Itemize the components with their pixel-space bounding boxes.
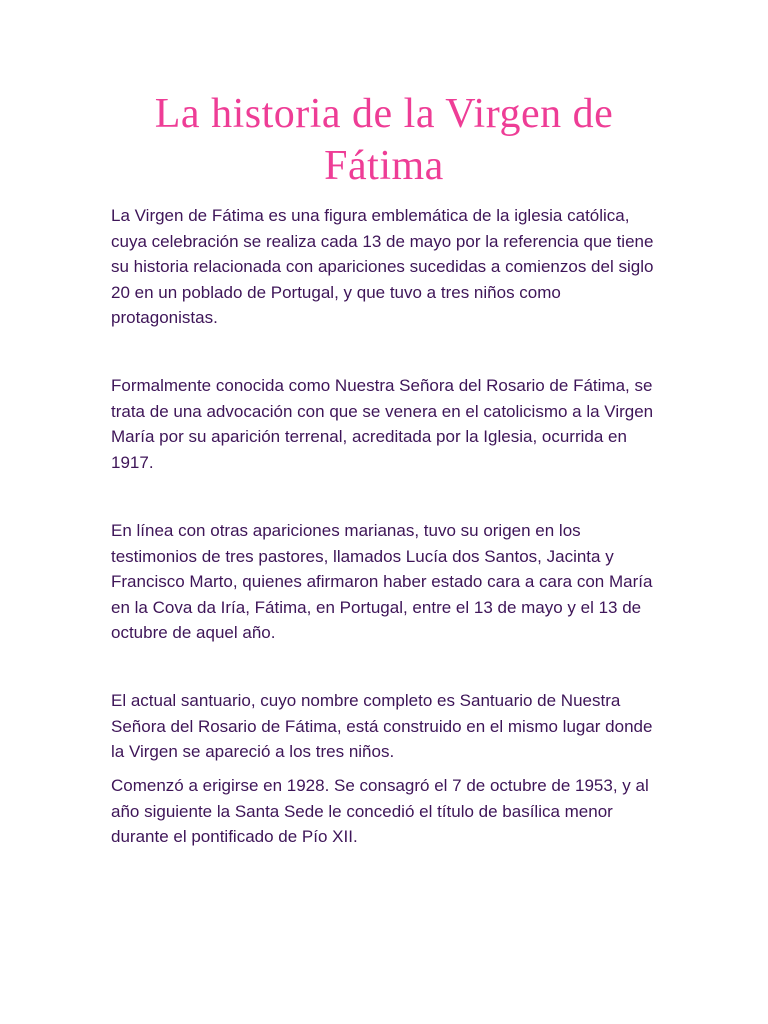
paragraph-construction: Comenzó a erigirse en 1928. Se consagró el 7 de octubre de 1953, y al año siguiente la Santa Sede le concedió el título de basílica menor durante el pontificado de Pío XII. <box>111 776 649 846</box>
paragraph-sanctuary: El actual santuario, cuyo nombre completo es Santuario de Nuestra Señora del Rosario de Fátima, está construido en el mismo lugar donde la Virgen se apareció a los tres niños. <box>111 691 653 761</box>
document-title: La historia de la Virgen de Fátima <box>154 91 614 189</box>
paragraph-intro: La Virgen de Fátima es una figura emblemática de la iglesia católica, cuya celebración se realiza cada 13 de mayo por la referencia que tiene su historia relacionada con apariciones sucedidas a comienzos del siglo 20 en un poblado de Portugal, y que tuvo a tres niños como protagonistas. <box>111 206 654 327</box>
paragraph-origin: En línea con otras apariciones marianas, tuvo su origen en los testimonios de tres pastores, llamados Lucía dos Santos, Jacinta y Francisco Marto, quienes afirmaron haber estado cara a cara con María en la Cova da Iría, Fátima, en Portugal, entre el 13 de mayo y el 13 de octubre de aquel año. <box>111 521 653 642</box>
paragraph-formal-name: Formalmente conocida como Nuestra Señora del Rosario de Fátima, se trata de una advocación con que se venera en el catolicismo a la Virgen María por su aparición terrenal, acreditada por la Iglesia, ocurrida en 1917. <box>111 376 654 472</box>
